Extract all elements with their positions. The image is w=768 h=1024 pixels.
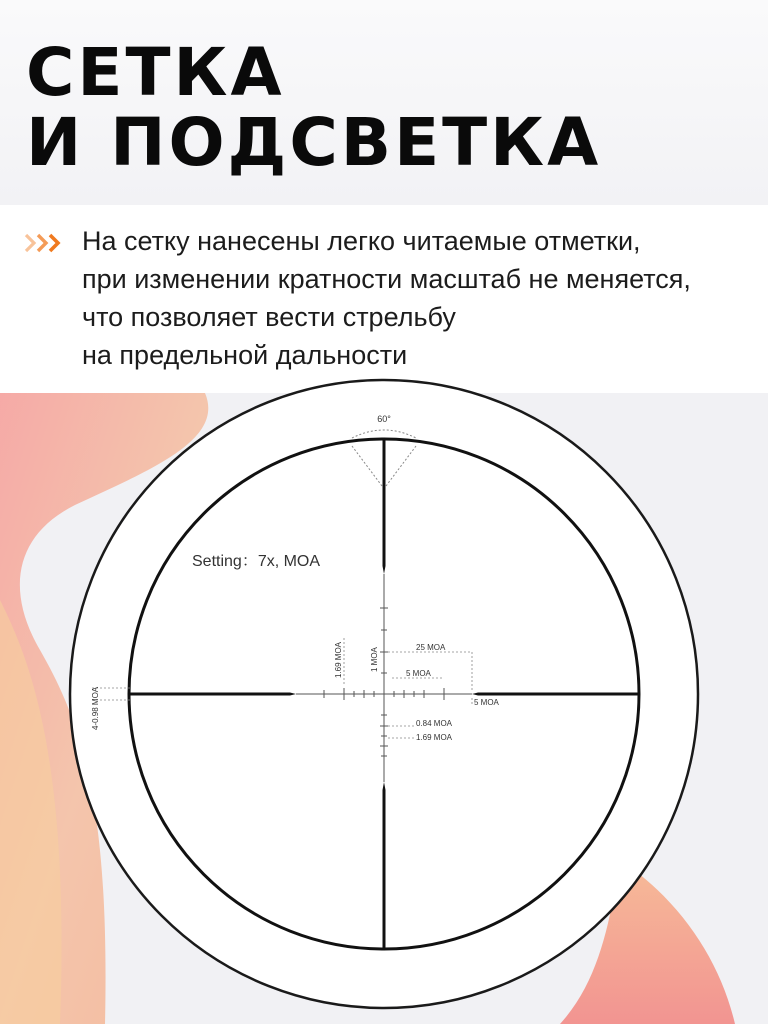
description-line: На сетку нанесены легко читаемые отметки,	[82, 226, 641, 256]
label-25-moa: 25 MOA	[416, 643, 446, 652]
description-line: на предельной дальности	[82, 340, 408, 370]
label-5-moa-right: 5 MOA	[474, 698, 499, 707]
label-4-098-moa: 4-0.98 MOA	[91, 686, 100, 730]
label-5-moa-top: 5 MOA	[406, 669, 431, 678]
description-line: при изменении кратности масштаб не меняется,	[82, 264, 691, 294]
top-post	[383, 440, 386, 574]
right-post	[472, 693, 638, 696]
reticle-diagram	[0, 370, 768, 1024]
title-line-1: СЕТКА	[26, 34, 285, 111]
title-line-2: И ПОДСВЕТКА	[26, 104, 602, 181]
label-169-moa: 1.69 MOA	[416, 733, 453, 742]
description-text	[82, 222, 752, 374]
description-line: что позволяет вести стрельбу	[82, 302, 456, 332]
angle-label: 60°	[377, 414, 391, 424]
label-1-moa: 1 MOA	[370, 647, 379, 672]
left-post	[130, 693, 296, 696]
setting-label: Setting：7x, MOA	[192, 553, 321, 570]
page-title	[26, 34, 602, 181]
triple-chevron-right-icon	[24, 232, 66, 254]
label-084-moa: 0.84 MOA	[416, 719, 453, 728]
label-169-moa-vertical: 1.69 MOA	[334, 641, 343, 678]
bottom-post	[383, 782, 386, 948]
